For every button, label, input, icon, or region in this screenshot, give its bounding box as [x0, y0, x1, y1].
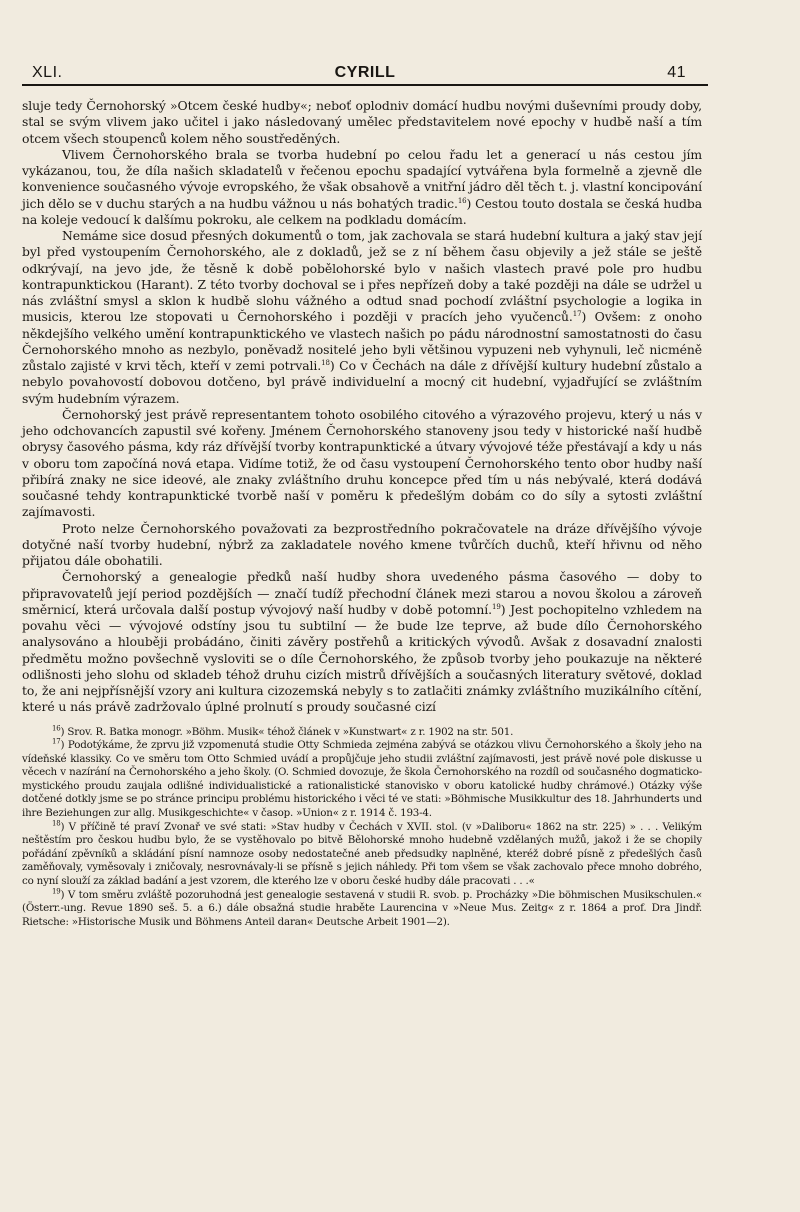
footnote-ref: 18 — [321, 358, 330, 367]
paragraph: Vlivem Černohorského brala se tvorba hudební po celou řadu let a generací u nás cestou jím vykázanou, tou, že díla našich skladatelů v řečenou epochu spadající vytvářena byla formelně a zjevně dle konvenience současného vývoje evropského, že však obsahově a vnitřní jádro děl těch t. j. vlastní koncipování jich dělo se v duchu starých a na hudbu vážnou u nás bohatých tradic.$^{16}$) Cestou touto dostala se česká hudba na koleje vedoucí k dalšímu pokroku, ale celkem na podkladu domácím. — [22, 146, 702, 227]
paragraph: Černohorský jest právě representantem tohoto osobilého citového a výrazového projevu, který u nás v jeho odchovancích zapustil své kořeny. Jménem Černohorského stanoveny jsou tedy v historické naší hudbě obrysy časového pásma, kdy ráz dřívější tvorby kontrapunktické a útvary vývojové téže přestávají a kdy u nás v oboru tom započíná nová etapa. Vidíme totiž, že od času vystoupení Černohorského tento obor hudby naší přibírá znaky ne sice ideové, ale znaky zvláštního druhu koncepce před tím u nás nebývalé, která dodává současné tehdy kontrapunktické tvorbě naší v poměru k předešlým dobám co do síly a sytosti zvláštní zajímavosti. — [22, 406, 702, 520]
footnote: $^{19}$) V tom směru zvláště pozoruhodná jest genealogie sestavená v studii R. svob. p. Procházky »Die böhmischen Musikschulen.« (Österr.-ung. Revue 1890 seš. 5. a 6.) dále obsažná studie hraběte Laurencina v »Neue Mus. Zeitg« z r. 1864 a prof. Dra Jindř. Rietsche: »Historische Musik und Böhmens Anteil daran« Deutsche Arbeit 1901—2). — [22, 887, 702, 928]
paragraph: Proto nelze Černohorského považovati za bezprostředního pokračovatele na dráze dřívějšího vývoje dotyčné naší tvorby hudební, nýbrž za zakladatele nového kmene tvůrčích duchů, kteří hřivnu od něho přijatou dále obohatili. — [22, 520, 702, 568]
page-number: 41 — [667, 64, 686, 81]
running-head — [22, 58, 708, 84]
footnote-mark: 17 — [52, 737, 61, 746]
footnote-mark: 19 — [52, 887, 61, 896]
paragraph: Černohorský a genealogie předků naší hudby shora uvedeného pásma časového — doby to připravovatelů její period pozdějších — značí tudíž přechodní článek mezi starou a novou školou a zároveň směrnicí, která určovala další postup vývojový naší hudby v době potomní.$^{19}$) Jest pochopitelno vzhledem na povahu věci — vývojové odstíny jsou tu subtilní — že bude lze teprve, až bude dílo Černohorského analysováno a hlouběji probádáno, činiti závěry postřehů a kritických vývodů. Avšak z dosavadní znalosti předmětu možno povšechně vysloviti se o díle Černohorského, že způsob tvorby jeho poukazuje na některé odlišnosti jeho slohu od skladeb téhož druhu cizích mistrů dřívějších a současných literatury světové, doklad to, že ani nejpřísnější vzory ani kultura cizozemská nebyly s to zatlačiti známky zvláštního muzikálního cítění, které u nás právě zadržovalo úplné prolnutí s proudy současné cizí — [22, 569, 702, 715]
paragraph: Nemáme sice dosud přesných dokumentů o tom, jak zachovala se stará hudební kultura a jaký stav její byl před vystoupením Černohorského, ale z dokladů, jež se z ní během času objevily a jež stále se ještě odkrývají, na jevo jde, že těsně k době pobělohorské bylo v našich vlastech pravé pole pro hudbu kontrapunktickou (Harant). Z této tvorby dochoval se i přes nepřízeň doby a také později na dále se udržel u nás zvláštní smysl a sklon k hudbě slohu vážného a odtud snad pochodí zvláštní psychologie a logika in musicis, kterou lze stopovati u Černohorského i později v pracích jeho vyučenců.$^{17}$) Ovšem: z onoho někdejšího velkého umění kontrapunktického ve vlastech našich po pádu národnostní samostatnosti do času Černohorského mnoho as nezbylo, poněvadž nositelé jeho byli většinou vypuzeni neb vyhynuli, leč nicméně zůstalo zajisté v krvi těch, kteří v zemi potrvali.$^{18}$) Co v Čechách na dále z dřívější kultury hudební zůstalo a nebylo povahovostí dobovou dotčeno, byl právě individuelní a mocný cit hudební, vyjadřující se zvláštním svým hudebním výrazem. — [22, 228, 702, 406]
footnote-mark: 16 — [52, 724, 61, 733]
footnote: $^{16}$) Srov. R. Batka monogr. »Böhm. Musik« téhož článek v »Kunstwart« z r. 1902 na str. 501. — [52, 724, 514, 738]
body-text — [22, 98, 702, 716]
paragraph: sluje tedy Černohorský »Otcem české hudby«; neboť oplodniv domácí hudbu novými duševními proudy doby, stal se svým vlivem jako učitel i jako následovaný umělec představitelem nové epochy v hudbě naší a tím otcem všech stoupenců kolem něho soustředěných. — [22, 98, 702, 146]
running-title: CYRILL — [334, 64, 396, 81]
footnote-ref: 16 — [457, 196, 467, 205]
footnote: $^{18}$) V příčině té praví Zvonař ve své stati: »Stav hudby v Čechách v XVII. stol. (v »Daliboru« 1862 na str. 225) » . . . Velikým neštěstím pro českou hudbu bylo, že se vystěhovalo po bitvě Bělohorské mnoho hudebně vzdělaných mužů, jakož i že se chopily pořádání zpěvníků a skládání písní namnoze osoby nedostatečné aneb předsudky naplněné, kteréž dobré písně z předešlých časů zaměňovaly, vyměsovaly i zničovaly, nesrovnávaly-li se přísně s jejich náhledy. Při tom všem se však zachovalo přece mnoho dobrého, co nyní slouží za základ badání a jest vzorem, dle kterého lze v oboru české hudby dále pracovati . . .« — [22, 819, 702, 888]
footnote-ref: 19 — [492, 602, 501, 611]
footnote: $^{17}$) Podotýkáme, že zprvu již vzpomenutá studie Otty Schmieda zejména zabývá se otázkou vlivu Černohorského a školy jeho na vídeňské klassiky. Co ve směru tom Otto Schmied uvádí a propůjčuje jeho studii zvláštní zajímavosti, jest právě nové pole diskusse u věcech v nazírání na Černohorského a jeho školy. (O. Schmied dovozuje, že škola Černohorského na rozdíl od současného dogmaticko-mystického proudu zaujala odlišné individualistické a rationalistické stanovisko v oboru katolické hudby chrámové.) Otázky výše dotčené dotkly jsme se po stránce principu problému historického i věci té ve stati: »Böhmische Musikkultur des 18. Jahrhunderts und ihre Beziehungen zur allg. Musikgeschichte« v časop. »Union« z r. 1914 č. 193-4. — [22, 737, 702, 820]
chapter-number: XLI. — [32, 64, 63, 81]
footnotes — [22, 726, 702, 930]
footnote-mark: 18 — [52, 819, 61, 828]
footnote-ref: 17 — [572, 310, 582, 319]
header-rule — [22, 84, 708, 86]
book-page — [22, 58, 708, 929]
